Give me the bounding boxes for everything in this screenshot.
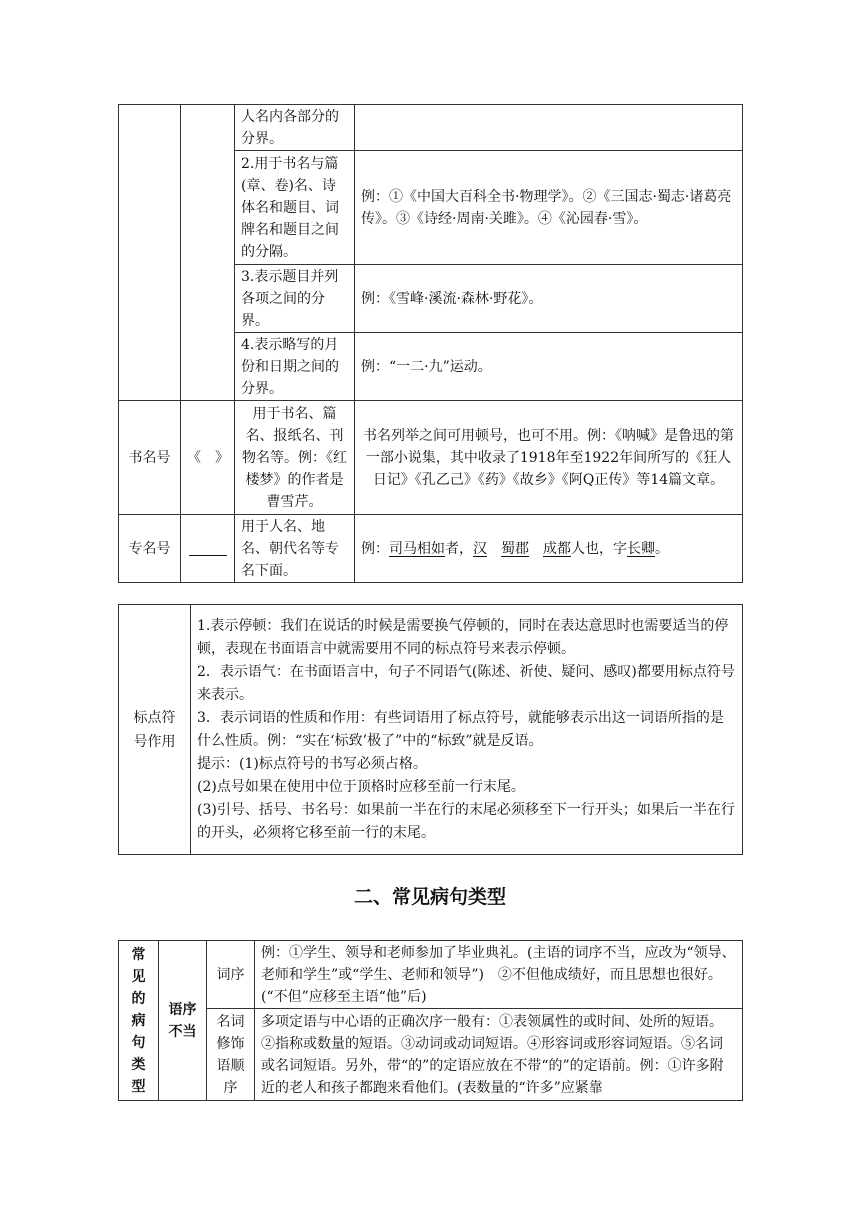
word-order-label: 词序 bbox=[207, 941, 255, 1009]
book-title-mark-example: 书名列举之间可用顿号，也可不用。例：《呐喊》是鲁迅的第一部小说集，其中收录了1918年至1922年间所写的《狂人日记》《孔乙己》《药》《故乡》《阿Q正传》等14篇文章。 bbox=[355, 401, 743, 515]
function-line: 提示：(1)标点符号的书写必须占格。 bbox=[197, 755, 427, 772]
example-cell: 例：《雪峰·溪流·森林·野花》。 bbox=[355, 265, 743, 333]
courtesy-name: 长卿 bbox=[627, 540, 655, 557]
example-cell: 例：“一二·九”运动。 bbox=[355, 333, 743, 401]
usage-cell: 人名内各部分的分界。 bbox=[235, 105, 355, 151]
function-label: 标点符号作用 bbox=[119, 605, 191, 855]
usage-cell: 4.表示略写的月份和日期之间的分界。 bbox=[235, 333, 355, 401]
category-char: 的 bbox=[131, 990, 146, 1007]
example-cell: 例：①《中国大百科全书·物理学》。②《三国志·蜀志·诸葛亮传》。③《诗经·周南·关雎》。④《沁园春·雪》。 bbox=[355, 151, 743, 265]
modifier-order-label: 名词修饰语顺序 bbox=[207, 1009, 255, 1101]
category-char: 型 bbox=[131, 1078, 146, 1095]
modifier-order-text: 多项定语与中心语的正确次序一般有：①表领属性的或时间、处所的短语。②指称或数量的短语。③动词或动词短语。④形容词或形容词短语。⑤名词或名词短语。另外，带“的”的定语应放在不带“的”的定语前。例：①许多附近的老人和孩子都跑来看他们。(表数量的“许多”应紧靠 bbox=[255, 1009, 743, 1101]
proper-noun-mark-name: 专名号 bbox=[119, 515, 181, 583]
subcategory-label: 语序不当 bbox=[159, 941, 207, 1101]
book-title-mark-name: 书名号 bbox=[119, 401, 181, 515]
example-text: 人也，字 bbox=[571, 540, 627, 557]
punctuation-function-table bbox=[118, 604, 743, 855]
example-text bbox=[529, 541, 543, 557]
function-line: (2)点号如果在使用中位于顶格时应移至前一行末尾。 bbox=[197, 778, 525, 795]
category-char: 见 bbox=[131, 968, 146, 985]
function-line: 2．表示语气：在书面语言中，句子不同语气(陈述、祈使、疑问、感叹)都要用标点符号来表示。 bbox=[197, 663, 735, 703]
place-name: 蜀郡 bbox=[501, 540, 529, 557]
symbol-cell-blank bbox=[181, 105, 235, 401]
example-prefix: 例： bbox=[361, 540, 389, 557]
place-name: 成都 bbox=[543, 540, 571, 557]
category-char: 病 bbox=[131, 1012, 146, 1029]
function-line: 1.表示停顿：我们在说话的时候是需要换气停顿的，同时在表达意思时也需要适当的停顿，表现在书面语言中就需要用不同的标点符号来表示停顿。 bbox=[197, 617, 729, 657]
example-text: 。 bbox=[655, 540, 669, 557]
category-char: 类 bbox=[131, 1056, 146, 1073]
dynasty-name: 汉 bbox=[473, 540, 487, 557]
underline-symbol bbox=[189, 541, 227, 556]
function-line: (3)引号、括号、书名号：如果前一半在行的末尾必须移至下一行开头；如果后一半在行的开头，必须将它移至前一行的末尾。 bbox=[197, 801, 735, 841]
proper-noun-mark-example bbox=[355, 515, 743, 583]
name-cell-blank bbox=[119, 105, 181, 401]
person-name: 司马相如 bbox=[389, 540, 445, 557]
proper-noun-mark-symbol bbox=[181, 515, 235, 583]
category-char: 句 bbox=[131, 1034, 146, 1051]
usage-cell: 2.用于书名与篇(章、卷)名、诗体名和题目、词牌名和题目之间的分隔。 bbox=[235, 151, 355, 265]
book-title-mark-usage: 用于书名、篇名、报纸名、刊物名等。例：《红楼梦》的作者是曹雪芹。 bbox=[235, 401, 355, 515]
example-text: 者， bbox=[445, 540, 473, 557]
proper-noun-mark-usage: 用于人名、地名、朝代名等专名下面。 bbox=[235, 515, 355, 583]
example-cell bbox=[355, 105, 743, 151]
usage-cell: 3.表示题目并列各项之间的分界。 bbox=[235, 265, 355, 333]
function-content bbox=[191, 605, 743, 855]
category-char: 常 bbox=[131, 946, 146, 963]
word-order-text: 例：①学生、领导和老师参加了毕业典礼。(主语的词序不当，应改为“领导、老师和学生”或“学生、老师和领导”) ②不但他成绩好，而且思想也很好。(“不但”应移至主语“他”后) bbox=[255, 941, 743, 1009]
punctuation-table-continued bbox=[118, 104, 743, 583]
section-heading: 二、常见病句类型 bbox=[353, 886, 506, 908]
book-title-mark-symbol: 《 》 bbox=[181, 401, 235, 515]
sentence-error-table bbox=[118, 940, 743, 1101]
example-text bbox=[487, 541, 501, 557]
function-line: 3．表示词语的性质和作用：有些词语用了标点符号，就能够表示出这一词语所指的是什么性质。例：“实在‘标致’极了”中的“标致”就是反语。 bbox=[197, 709, 724, 749]
category-label bbox=[119, 941, 159, 1101]
